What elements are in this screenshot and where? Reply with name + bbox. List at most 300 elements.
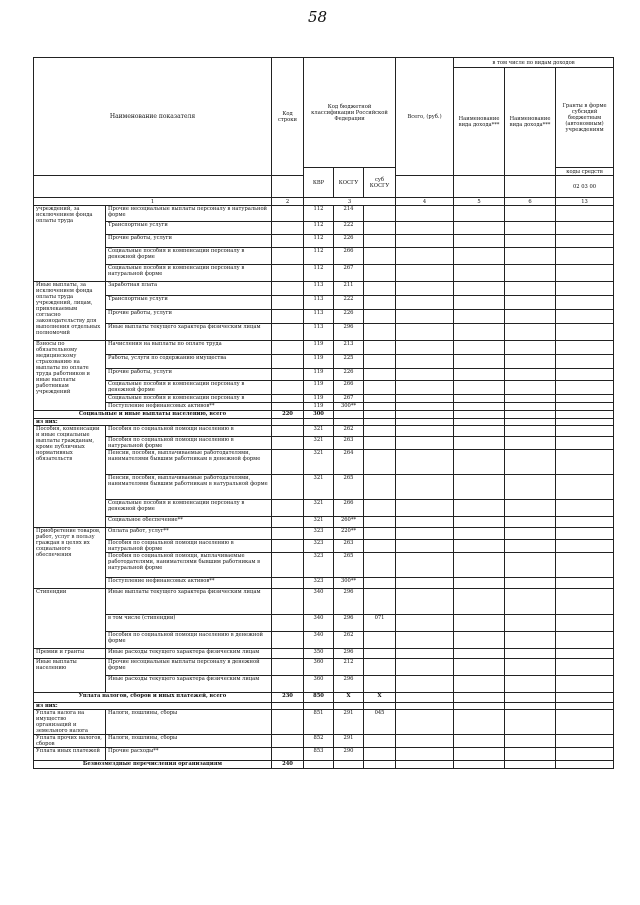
subkosgu-cell bbox=[364, 355, 396, 369]
kvr-cell: 113 bbox=[304, 324, 334, 341]
subkosgu-cell bbox=[364, 676, 396, 693]
header-kvr: КВР bbox=[304, 168, 334, 198]
grant-cell bbox=[556, 296, 614, 310]
income-cell bbox=[454, 632, 505, 649]
subitem-label: Социальные пособия и компенсации персоналу в денежной форме bbox=[106, 248, 272, 265]
income-cell bbox=[454, 248, 505, 265]
income-cell bbox=[505, 296, 556, 310]
total-cell bbox=[396, 553, 454, 578]
line-code bbox=[272, 310, 304, 324]
kvr-cell bbox=[304, 703, 334, 710]
subkosgu-cell bbox=[364, 310, 396, 324]
income-cell bbox=[505, 222, 556, 235]
table-row bbox=[34, 419, 614, 426]
income-cell bbox=[454, 235, 505, 248]
table-row bbox=[34, 381, 614, 395]
subkosgu-cell bbox=[364, 748, 396, 761]
grant-cell bbox=[556, 324, 614, 341]
kosgu-cell: 267 bbox=[334, 395, 364, 403]
kosgu-cell: 213 bbox=[334, 341, 364, 355]
subitem-label: Прочие работы, услуги bbox=[106, 369, 272, 381]
income-cell bbox=[505, 437, 556, 450]
subkosgu-cell bbox=[364, 761, 396, 769]
income-cell bbox=[454, 222, 505, 235]
kosgu-cell: 226 bbox=[334, 235, 364, 248]
subkosgu-cell bbox=[364, 411, 396, 419]
total-label: из них: bbox=[34, 703, 272, 710]
income-cell bbox=[505, 748, 556, 761]
total-cell bbox=[396, 748, 454, 761]
income-cell bbox=[505, 500, 556, 517]
header-total: Всего, (руб.) bbox=[396, 58, 454, 176]
header-incl: в том числе по видам доходов bbox=[454, 58, 614, 68]
subitem-label: Иные выплаты текущего характера физическим лицам bbox=[106, 324, 272, 341]
total-cell bbox=[396, 381, 454, 395]
subkosgu-cell bbox=[364, 282, 396, 296]
grant-cell bbox=[556, 403, 614, 411]
kvr-cell bbox=[304, 419, 334, 426]
income-cell bbox=[454, 517, 505, 528]
kvr-cell: 321 bbox=[304, 517, 334, 528]
grant-cell bbox=[556, 649, 614, 659]
income-cell bbox=[454, 761, 505, 769]
kvr-cell: 321 bbox=[304, 437, 334, 450]
line-code bbox=[272, 282, 304, 296]
header-line-code: Код строки bbox=[272, 58, 304, 176]
header-blank bbox=[454, 176, 505, 198]
grant-cell bbox=[556, 381, 614, 395]
kosgu-cell bbox=[334, 703, 364, 710]
subitem-label: Налоги, пошлины, сборы bbox=[106, 710, 272, 735]
income-cell bbox=[454, 282, 505, 296]
table-row bbox=[34, 761, 614, 769]
header-kbk: Код бюджетной классификации Российской Федерации bbox=[304, 58, 396, 168]
grant-cell bbox=[556, 761, 614, 769]
kosgu-cell: 214 bbox=[334, 206, 364, 222]
total-label: из них: bbox=[34, 419, 272, 426]
kvr-cell: 113 bbox=[304, 310, 334, 324]
grant-cell bbox=[556, 710, 614, 735]
grant-cell bbox=[556, 206, 614, 222]
income-cell bbox=[505, 206, 556, 222]
kvr-cell: 360 bbox=[304, 659, 334, 676]
total-cell bbox=[396, 222, 454, 235]
kvr-cell: 340 bbox=[304, 615, 334, 632]
income-cell bbox=[454, 395, 505, 403]
income-cell bbox=[505, 659, 556, 676]
grant-cell bbox=[556, 411, 614, 419]
kvr-cell: 112 bbox=[304, 265, 334, 282]
total-cell bbox=[396, 248, 454, 265]
kosgu-cell: 222 bbox=[334, 296, 364, 310]
kvr-cell: 323 bbox=[304, 578, 334, 589]
kosgu-cell: 296 bbox=[334, 615, 364, 632]
grant-cell bbox=[556, 248, 614, 265]
total-cell bbox=[396, 395, 454, 403]
table-row bbox=[34, 403, 614, 411]
subitem-label: Социальные пособия и компенсации персоналу в денежной форме bbox=[106, 381, 272, 395]
kvr-cell: 321 bbox=[304, 500, 334, 517]
kosgu-cell: 263 bbox=[334, 437, 364, 450]
table-row bbox=[34, 703, 614, 710]
subitem-label: Поступление нефинансовых активов** bbox=[106, 578, 272, 589]
table-row bbox=[34, 426, 614, 437]
subkosgu-cell bbox=[364, 517, 396, 528]
header-indicator: Наименование показателя bbox=[34, 58, 272, 176]
subitem-label: в том числе (стипендии) bbox=[106, 615, 272, 632]
table-row bbox=[34, 578, 614, 589]
total-cell bbox=[396, 324, 454, 341]
subitem-label: Начисления на выплаты по оплате труда bbox=[106, 341, 272, 355]
table-row bbox=[34, 450, 614, 475]
total-cell bbox=[396, 710, 454, 735]
subkosgu-cell bbox=[364, 222, 396, 235]
table-row bbox=[34, 676, 614, 693]
table-row bbox=[34, 282, 614, 296]
table-row bbox=[34, 500, 614, 517]
total-cell bbox=[396, 355, 454, 369]
line-code bbox=[272, 710, 304, 735]
total-cell bbox=[396, 676, 454, 693]
kvr-cell: 119 bbox=[304, 355, 334, 369]
subitem-label: Пособия по социальной помощи населению в натуральной форме bbox=[106, 437, 272, 450]
header-blank bbox=[396, 176, 454, 198]
income-cell bbox=[454, 426, 505, 437]
table-row bbox=[34, 235, 614, 248]
subkosgu-cell bbox=[364, 419, 396, 426]
table-row bbox=[34, 615, 614, 632]
total-cell bbox=[396, 578, 454, 589]
kvr-cell: 340 bbox=[304, 632, 334, 649]
line-code bbox=[272, 324, 304, 341]
subkosgu-cell bbox=[364, 248, 396, 265]
income-cell bbox=[505, 703, 556, 710]
subkosgu-cell bbox=[364, 235, 396, 248]
line-code: 240 bbox=[272, 761, 304, 769]
table-row bbox=[34, 248, 614, 265]
income-cell bbox=[454, 411, 505, 419]
subkosgu-cell bbox=[364, 528, 396, 540]
kosgu-cell: 267 bbox=[334, 265, 364, 282]
line-code bbox=[272, 540, 304, 553]
subitem-label: Пособия по социальной помощи населению в натуральной форме bbox=[106, 540, 272, 553]
kosgu-cell: 264 bbox=[334, 450, 364, 475]
subitem-label: Транспортные услуги bbox=[106, 296, 272, 310]
income-cell bbox=[454, 341, 505, 355]
table-row bbox=[34, 222, 614, 235]
kosgu-cell: 300** bbox=[334, 578, 364, 589]
income-cell bbox=[505, 341, 556, 355]
line-code bbox=[272, 735, 304, 748]
total-cell bbox=[396, 419, 454, 426]
subitem-label: Пособия по социальной помощи населению в bbox=[106, 426, 272, 437]
kosgu-cell: 225 bbox=[334, 355, 364, 369]
kosgu-cell: 262 bbox=[334, 632, 364, 649]
subitem-label: Налоги, пошлины, сборы bbox=[106, 735, 272, 748]
income-cell bbox=[505, 676, 556, 693]
table-row bbox=[34, 748, 614, 761]
line-code bbox=[272, 235, 304, 248]
line-code bbox=[272, 395, 304, 403]
income-cell bbox=[505, 310, 556, 324]
subitem-label: Оплата работ, услуг** bbox=[106, 528, 272, 540]
grant-cell bbox=[556, 693, 614, 703]
table-row bbox=[34, 411, 614, 419]
income-cell bbox=[505, 693, 556, 703]
header-code-label: коды средств bbox=[556, 168, 614, 176]
line-code bbox=[272, 265, 304, 282]
line-code bbox=[272, 632, 304, 649]
subkosgu-cell bbox=[364, 341, 396, 355]
kosgu-cell: 212 bbox=[334, 659, 364, 676]
line-code bbox=[272, 437, 304, 450]
group-label: Уплата налога на имущество организаций и земельного налога bbox=[34, 710, 106, 735]
subitem-label: Иные расходы текущего характера физическим лицам bbox=[106, 649, 272, 659]
income-cell bbox=[505, 324, 556, 341]
subkosgu-cell bbox=[364, 578, 396, 589]
grant-cell bbox=[556, 235, 614, 248]
kosgu-cell: 263 bbox=[334, 540, 364, 553]
subkosgu-cell bbox=[364, 632, 396, 649]
grant-cell bbox=[556, 615, 614, 632]
line-code bbox=[272, 419, 304, 426]
income-cell bbox=[454, 403, 505, 411]
income-cell bbox=[454, 265, 505, 282]
kosgu-cell: 226 bbox=[334, 369, 364, 381]
subkosgu-cell bbox=[364, 206, 396, 222]
table-row bbox=[34, 265, 614, 282]
income-cell bbox=[505, 517, 556, 528]
subkosgu-cell bbox=[364, 381, 396, 395]
table-row bbox=[34, 589, 614, 615]
grant-cell bbox=[556, 450, 614, 475]
group-label: Иные выплаты населению bbox=[34, 659, 106, 693]
subitem-label: Социальные пособия и компенсации персоналу в bbox=[106, 395, 272, 403]
table-row bbox=[34, 369, 614, 381]
kvr-cell: 112 bbox=[304, 206, 334, 222]
subitem-label: Пенсии, пособия, выплачиваемые работодателями, нанимателями бывшим работникам в натуральной форме bbox=[106, 475, 272, 500]
grant-cell bbox=[556, 528, 614, 540]
group-label: Стипендии bbox=[34, 589, 106, 649]
subkosgu-cell bbox=[364, 426, 396, 437]
income-cell bbox=[454, 693, 505, 703]
income-cell bbox=[454, 419, 505, 426]
income-cell bbox=[454, 369, 505, 381]
table-row bbox=[34, 517, 614, 528]
header-grants: Гранты в форме субсидий бюджетным (автономным) учреждениям bbox=[556, 68, 614, 168]
grant-cell bbox=[556, 475, 614, 500]
table-row bbox=[34, 341, 614, 355]
subkosgu-cell bbox=[364, 395, 396, 403]
income-cell bbox=[505, 381, 556, 395]
kosgu-cell: 296 bbox=[334, 324, 364, 341]
income-cell bbox=[454, 475, 505, 500]
total-cell bbox=[396, 437, 454, 450]
line-code bbox=[272, 615, 304, 632]
total-cell bbox=[396, 235, 454, 248]
grant-cell bbox=[556, 540, 614, 553]
subitem-label: Социальное обеспечение** bbox=[106, 517, 272, 528]
table-row bbox=[34, 355, 614, 369]
subkosgu-cell bbox=[364, 475, 396, 500]
colnum: 13 bbox=[556, 198, 614, 206]
group-label: Взносы по обязательному медицинскому страхованию на выплаты по оплате труда работников и иные выплаты работникам учреждений bbox=[34, 341, 106, 411]
line-code bbox=[272, 450, 304, 475]
grant-cell bbox=[556, 437, 614, 450]
grant-cell bbox=[556, 676, 614, 693]
table-row bbox=[34, 693, 614, 703]
total-cell bbox=[396, 426, 454, 437]
grant-cell bbox=[556, 369, 614, 381]
page-number: 58 bbox=[308, 8, 328, 26]
income-cell bbox=[505, 426, 556, 437]
kvr-cell: 851 bbox=[304, 710, 334, 735]
group-label: Пособия, компенсации и иные социальные выплаты гражданам, кроме публичных нормативных обязательств bbox=[34, 426, 106, 528]
income-cell bbox=[454, 310, 505, 324]
total-cell bbox=[396, 296, 454, 310]
subkosgu-cell bbox=[364, 324, 396, 341]
income-cell bbox=[454, 296, 505, 310]
total-cell bbox=[396, 615, 454, 632]
kvr-cell: 321 bbox=[304, 475, 334, 500]
kosgu-cell: 300** bbox=[334, 403, 364, 411]
subkosgu-cell bbox=[364, 296, 396, 310]
subkosgu-cell: Х bbox=[364, 693, 396, 703]
kvr-cell: 321 bbox=[304, 426, 334, 437]
kosgu-cell: 296 bbox=[334, 589, 364, 615]
line-code bbox=[272, 222, 304, 235]
income-cell bbox=[505, 395, 556, 403]
total-cell bbox=[396, 500, 454, 517]
income-cell bbox=[505, 403, 556, 411]
total-cell bbox=[396, 528, 454, 540]
subitem-label: Прочие расходы** bbox=[106, 748, 272, 761]
line-code bbox=[272, 578, 304, 589]
table-row bbox=[34, 553, 614, 578]
subitem-label: Транспортные услуги bbox=[106, 222, 272, 235]
total-label: Уплата налогов, сборов и иных платежей, всего bbox=[34, 693, 272, 703]
kvr-cell: 119 bbox=[304, 381, 334, 395]
income-cell bbox=[454, 206, 505, 222]
grant-cell bbox=[556, 517, 614, 528]
kvr-cell: 321 bbox=[304, 450, 334, 475]
income-cell bbox=[505, 761, 556, 769]
kosgu-cell: 266 bbox=[334, 381, 364, 395]
line-code bbox=[272, 381, 304, 395]
subitem-label: Иные расходы текущего характера физическим лицам bbox=[106, 676, 272, 693]
grant-cell bbox=[556, 735, 614, 748]
grant-cell bbox=[556, 222, 614, 235]
line-code bbox=[272, 703, 304, 710]
grant-cell bbox=[556, 419, 614, 426]
grant-cell bbox=[556, 632, 614, 649]
income-cell bbox=[454, 437, 505, 450]
subkosgu-cell bbox=[364, 369, 396, 381]
colnum: 5 bbox=[454, 198, 505, 206]
income-cell bbox=[505, 735, 556, 748]
grant-cell bbox=[556, 553, 614, 578]
income-cell bbox=[454, 659, 505, 676]
subkosgu-cell bbox=[364, 450, 396, 475]
line-code bbox=[272, 296, 304, 310]
table-row bbox=[34, 659, 614, 676]
table-row bbox=[34, 475, 614, 500]
income-cell bbox=[505, 528, 556, 540]
subkosgu-cell bbox=[364, 649, 396, 659]
kosgu-cell: 265 bbox=[334, 553, 364, 578]
kvr-cell: 112 bbox=[304, 222, 334, 235]
total-cell bbox=[396, 703, 454, 710]
income-cell bbox=[505, 632, 556, 649]
kosgu-cell: 291 bbox=[334, 735, 364, 748]
total-cell bbox=[396, 475, 454, 500]
total-cell bbox=[396, 411, 454, 419]
total-cell bbox=[396, 206, 454, 222]
income-cell bbox=[505, 649, 556, 659]
subkosgu-cell bbox=[364, 437, 396, 450]
income-cell bbox=[454, 578, 505, 589]
total-cell bbox=[396, 693, 454, 703]
income-cell bbox=[505, 265, 556, 282]
line-code: 220 bbox=[272, 411, 304, 419]
kvr-cell: 119 bbox=[304, 395, 334, 403]
total-cell bbox=[396, 369, 454, 381]
subitem-label: Социальные пособия и компенсации персоналу в денежной форме bbox=[106, 500, 272, 517]
total-cell bbox=[396, 265, 454, 282]
subkosgu-cell bbox=[364, 659, 396, 676]
subkosgu-cell bbox=[364, 265, 396, 282]
income-cell bbox=[454, 528, 505, 540]
income-cell bbox=[505, 369, 556, 381]
header-code-value: 02 03 00 bbox=[556, 176, 614, 198]
income-cell bbox=[505, 710, 556, 735]
grant-cell bbox=[556, 426, 614, 437]
subitem-label: Прочие несоциальные выплаты персоналу в натуральной форме bbox=[106, 206, 272, 222]
subitem-label: Социальные пособия и компенсации персоналу в натуральной форме bbox=[106, 265, 272, 282]
income-cell bbox=[505, 355, 556, 369]
line-code bbox=[272, 649, 304, 659]
line-code bbox=[272, 355, 304, 369]
grant-cell bbox=[556, 282, 614, 296]
line-code bbox=[272, 553, 304, 578]
income-cell bbox=[454, 589, 505, 615]
income-cell bbox=[454, 500, 505, 517]
subitem-label: Заработная плата bbox=[106, 282, 272, 296]
colnum: 2 bbox=[272, 198, 304, 206]
table-row bbox=[34, 395, 614, 403]
subitem-label: Пособия по социальной помощи, выплачиваемые работодателями, нанимателями бывшим работникам в натуральной форме bbox=[106, 553, 272, 578]
table-row bbox=[34, 296, 614, 310]
income-cell bbox=[454, 703, 505, 710]
income-cell bbox=[454, 615, 505, 632]
colnum: 3 bbox=[304, 198, 396, 206]
kvr-cell: 850 bbox=[304, 693, 334, 703]
income-cell bbox=[505, 411, 556, 419]
kosgu-cell: 265 bbox=[334, 475, 364, 500]
income-cell bbox=[505, 248, 556, 265]
income-cell bbox=[454, 748, 505, 761]
grant-cell bbox=[556, 341, 614, 355]
kosgu-cell: 296 bbox=[334, 676, 364, 693]
header-income-type-1: Наименование вида дохода*** bbox=[454, 68, 505, 176]
grant-cell bbox=[556, 703, 614, 710]
kvr-cell: 119 bbox=[304, 403, 334, 411]
income-cell bbox=[505, 419, 556, 426]
total-cell bbox=[396, 735, 454, 748]
table-row bbox=[34, 632, 614, 649]
subitem-label: Пенсии, пособия, выплачиваемые работодателями, нанимателями бывшим работникам в денежной форме bbox=[106, 450, 272, 475]
line-code bbox=[272, 748, 304, 761]
